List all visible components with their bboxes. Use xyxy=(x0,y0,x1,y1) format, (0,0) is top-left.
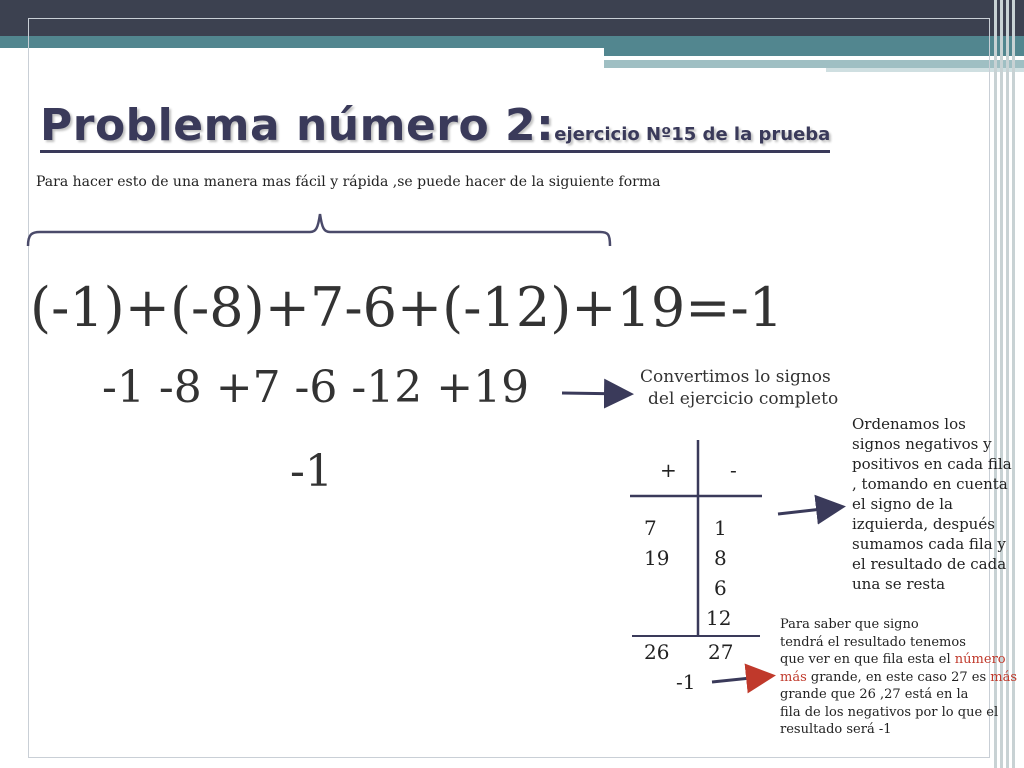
final-note-line: fila de los negativos por lo que el xyxy=(780,704,999,720)
order-note xyxy=(852,414,1018,594)
final-note xyxy=(780,616,1020,739)
minus-value-2: 8 xyxy=(714,546,727,570)
arrow-convert xyxy=(562,393,628,394)
convert-note-line1: Convertimos lo signos xyxy=(640,367,831,387)
result: -1 xyxy=(290,446,333,497)
order-note-line: izquierda, después xyxy=(852,515,995,533)
order-note-line: , tomando en cuenta xyxy=(852,475,1008,493)
order-note-line: positivos en cada fila xyxy=(852,455,1012,473)
final-note-text: grande, en este caso 27 es xyxy=(806,669,991,685)
minus-header: - xyxy=(730,458,737,482)
final-note-line xyxy=(780,651,1020,669)
order-note-line: Ordenamos los xyxy=(852,415,966,433)
final-note-line xyxy=(780,669,1020,687)
arrow-final xyxy=(712,676,770,682)
convert-note-line2: del ejercicio completo xyxy=(648,389,839,410)
equation: (-1)+(-8)+7-6+(-12)+19=-1 xyxy=(30,276,784,339)
subtitle: Para hacer esto de una manera mas fácil y rápida ,se puede hacer de la siguiente forma xyxy=(36,174,661,190)
minus-value-4: 12 xyxy=(706,606,732,630)
minus-sum: 27 xyxy=(708,640,734,664)
final-note-line: tendrá el resultado tenemos xyxy=(780,634,966,650)
order-note-line: el resultado de cada xyxy=(852,555,1007,573)
final-note-line: resultado será -1 xyxy=(780,722,892,737)
plus-sum: 26 xyxy=(644,640,670,664)
final-note-line: grande que 26 ,27 está en la xyxy=(780,687,969,702)
title-main: Problema número 2: xyxy=(40,100,555,151)
final-note-line: Para saber que signo xyxy=(780,617,919,632)
convert-note xyxy=(640,366,850,410)
order-note-line: una se resta xyxy=(852,575,946,593)
plus-value-1: 7 xyxy=(644,516,657,540)
signs-row: -1 -8 +7 -6 -12 +19 xyxy=(102,362,530,413)
highlight-numero: número xyxy=(954,652,1006,667)
order-note-line: sumamos cada fila y xyxy=(852,535,1006,553)
table-final: -1 xyxy=(676,670,696,694)
arrow-order xyxy=(778,507,840,514)
plus-value-2: 19 xyxy=(644,546,670,570)
minus-value-3: 6 xyxy=(714,576,727,600)
order-note-line: signos negativos y xyxy=(852,435,992,453)
final-note-text: que ver en que fila esta el xyxy=(780,652,955,667)
plus-header: + xyxy=(660,458,677,482)
highlight-mas-2: más xyxy=(990,669,1018,685)
order-note-line: el signo de la xyxy=(852,495,953,513)
minus-value-1: 1 xyxy=(714,516,727,540)
highlight-mas: más xyxy=(780,669,807,685)
title-sub: ejercicio Nº15 de la prueba xyxy=(554,124,831,145)
